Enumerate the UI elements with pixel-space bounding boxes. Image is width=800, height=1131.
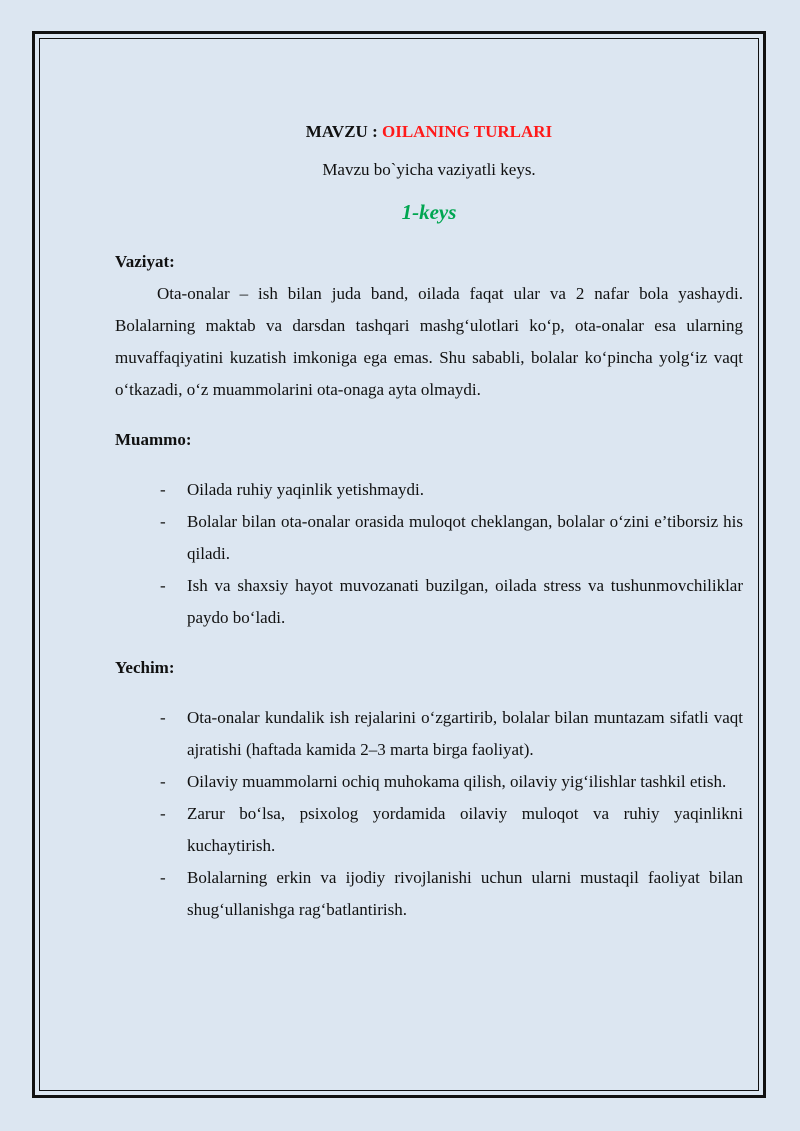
list-item [115, 474, 743, 506]
list-marker: - [160, 868, 166, 887]
list-marker: - [160, 512, 166, 531]
title-topic: OILANING TURLARI [381, 122, 553, 141]
page-title [115, 116, 743, 148]
list-item-text: Bolalarning erkin va ijodiy rivojlanishi uchun ularni mustaqil faoliyat bilan shug‘ullanishga rag‘batlantirish. [187, 868, 743, 919]
list-item [115, 570, 743, 634]
situation-heading: Vaziyat: [115, 252, 175, 271]
list-item-text: Ish va shaxsiy hayot muvozanati buzilgan, oilada stress va tushunmovchiliklar paydo bo‘ladi. [187, 576, 743, 627]
solution-list [115, 702, 743, 926]
title-prefix: MAVZU : [305, 122, 382, 141]
list-item [115, 798, 743, 862]
list-marker: - [160, 576, 166, 595]
list-item-text: Bolalar bilan ota-onalar orasida muloqot cheklangan, bolalar o‘zini e’tiborsiz his qiladi. [187, 512, 743, 563]
list-item [115, 506, 743, 570]
list-item-text: Oilaviy muammolarni ochiq muhokama qilish, oilaviy yig‘ilishlar tashkil etish. [187, 772, 727, 791]
list-item-text: Zarur bo‘lsa, psixolog yordamida oilaviy muloqot va ruhiy yaqinlikni kuchaytirish. [187, 804, 743, 855]
list-item-text: Oilada ruhiy yaqinlik yetishmaydi. [187, 480, 425, 499]
document-body [115, 112, 743, 943]
list-marker: - [160, 480, 166, 499]
page-subtitle: Mavzu bo`yicha vaziyatli keys. [322, 160, 536, 179]
problem-heading: Muammo: [115, 430, 192, 449]
case-label: 1-keys [401, 200, 457, 224]
list-item [115, 702, 743, 766]
problem-list [115, 474, 743, 634]
list-item [115, 862, 743, 926]
situation-text: Ota-onalar – ish bilan juda band, oilada faqat ular va 2 nafar bola yashaydi. Bolalarning maktab va darsdan tashqari mashg‘ulotlari ko‘p, ota-onalar esa ularning muvaffaqiyatini kuzatish imkoniga ega emas. Shu sababli, bolalar ko‘pincha yolg‘iz vaqt o‘tkazadi, o‘z muammolarini ota-onaga ayta olmaydi. [115, 284, 743, 399]
list-marker: - [160, 772, 166, 791]
list-marker: - [160, 804, 166, 823]
list-item-text: Ota-onalar kundalik ish rejalarini o‘zgartirib, bolalar bilan muntazam sifatli vaqt ajratishi (haftada kamida 2–3 marta birga faoliyat). [187, 708, 743, 759]
solution-heading: Yechim: [115, 658, 175, 677]
list-item [115, 766, 743, 798]
list-marker: - [160, 708, 166, 727]
